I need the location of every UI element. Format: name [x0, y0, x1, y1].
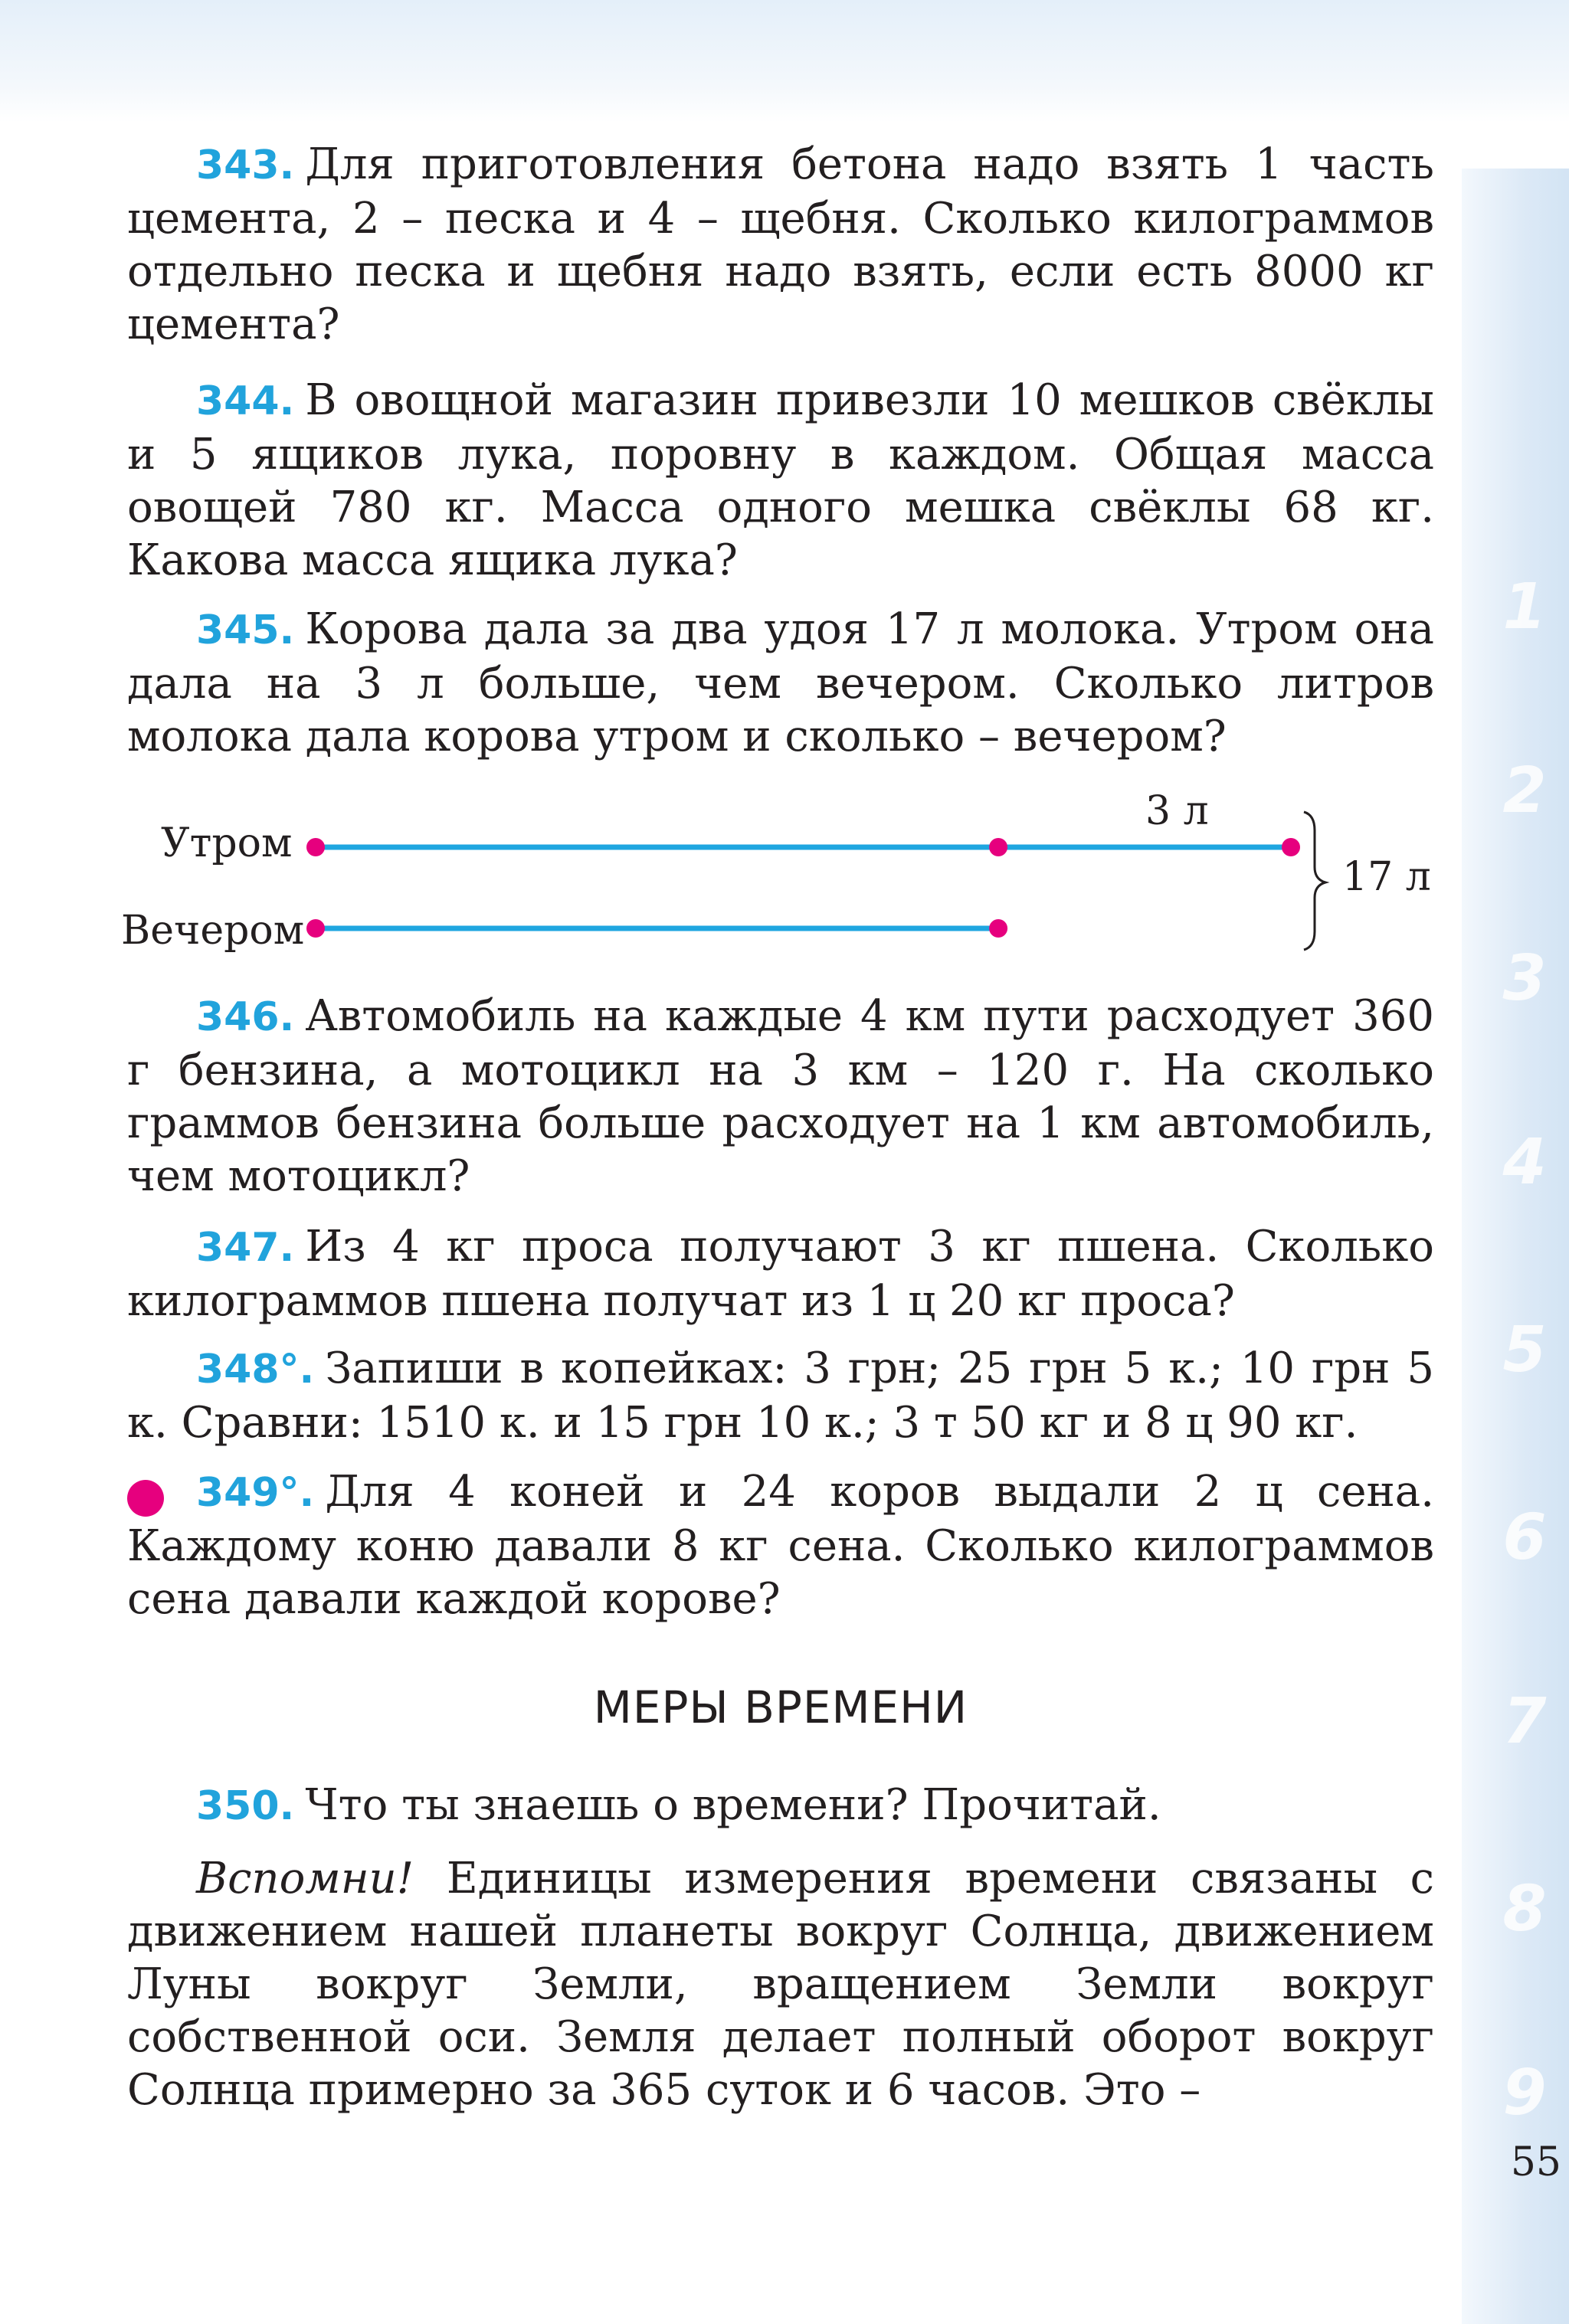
chapter-tab-2: 2: [1502, 754, 1547, 827]
label-evening: Вечером: [121, 908, 305, 954]
problem-text: В овощной магазин привезли 10 мешков свёклы и 5 ящиков лука, поровну в каждом. Общая масса овощей 780 кг. Масса одного мешка свёклы 68 кг. Какова масса ящика лука?: [127, 375, 1434, 585]
problem-number: 345.: [196, 607, 295, 653]
problem-text: Для приготовления бетона надо взять 1 часть цемента, 2 – песка и 4 – щебня. Сколько килограммов отдельно песка и щебня надо взять, если есть 8000 кг цемента?: [127, 139, 1434, 349]
morning-mark-point: [989, 838, 1007, 856]
chapter-tab-8: 8: [1502, 1873, 1547, 1946]
chapter-tab-3: 3: [1502, 942, 1547, 1015]
chapter-tab-7: 7: [1502, 1685, 1547, 1758]
morning-start-point: [306, 838, 325, 856]
problem-text: Что ты знаешь о времени? Прочитай.: [305, 1780, 1161, 1830]
section-heading: МЕРЫ ВРЕМЕНИ: [593, 1681, 968, 1733]
problem-number: 343.: [196, 142, 295, 188]
label-total: 17 л: [1342, 854, 1431, 900]
chapter-tab-9: 9: [1502, 2057, 1547, 2129]
problem-text: Для 4 коней и 24 коров выдали 2 ц сена. Каждому коню давали 8 кг сена. Сколько килограммов сена давали каждой корове?: [127, 1467, 1434, 1624]
chapter-tab-6: 6: [1502, 1501, 1547, 1574]
problem-number: 344.: [196, 378, 295, 424]
morning-end-point: [1282, 838, 1300, 856]
remember-lead: Вспомни!: [196, 1854, 414, 1903]
evening-start-point: [306, 919, 325, 938]
evening-end-point: [989, 919, 1007, 938]
total-brace: [1304, 812, 1325, 950]
problem-number: 347.: [196, 1225, 295, 1271]
problem-text: Автомобиль на каждые 4 км пути расходует 360 г бензина, а мотоцикл на 3 км – 120 г. На сколько граммов бензина больше расходует на 1 км автомобиль, чем мотоцикл?: [127, 991, 1434, 1201]
page-number: 55: [1510, 2139, 1561, 2185]
problem-number: 348°.: [196, 1347, 315, 1393]
problem-text: Корова дала за два удоя 17 л молока. Утром она дала на 3 л больше, чем вечером. Сколько литров молока дала корова утром и сколько – вечером?: [127, 604, 1434, 761]
problem-number: 346.: [196, 994, 295, 1040]
chapter-tab-5: 5: [1502, 1314, 1547, 1386]
label-morning: Утром: [161, 820, 293, 866]
problem-number: 349°.: [196, 1470, 315, 1516]
label-difference: 3 л: [1145, 788, 1209, 834]
problem-text: Запиши в копейках: 3 грн; 25 грн 5 к.; 10 грн 5 к. Сравни: 1510 к. и 15 грн 10 к.; 3 т 50 кг и 8 ц 90 кг.: [127, 1344, 1434, 1448]
remember-text: Единицы измерения времени связаны с движением нашей планеты вокруг Солнца, движением Луны вокруг Земли, вращением Земли вокруг собственной оси. Земля делает полный оборот вокруг Солнца примерно за 365 суток и 6 часов. Это –: [127, 1854, 1434, 2115]
chapter-tab-4: 4: [1502, 1126, 1547, 1199]
chapter-tab-1: 1: [1502, 571, 1547, 643]
problem-text: Из 4 кг проса получают 3 кг пшена. Сколько килограммов пшена получат из 1 ц 20 кг проса?: [127, 1222, 1434, 1326]
problem-number: 350.: [196, 1783, 295, 1829]
